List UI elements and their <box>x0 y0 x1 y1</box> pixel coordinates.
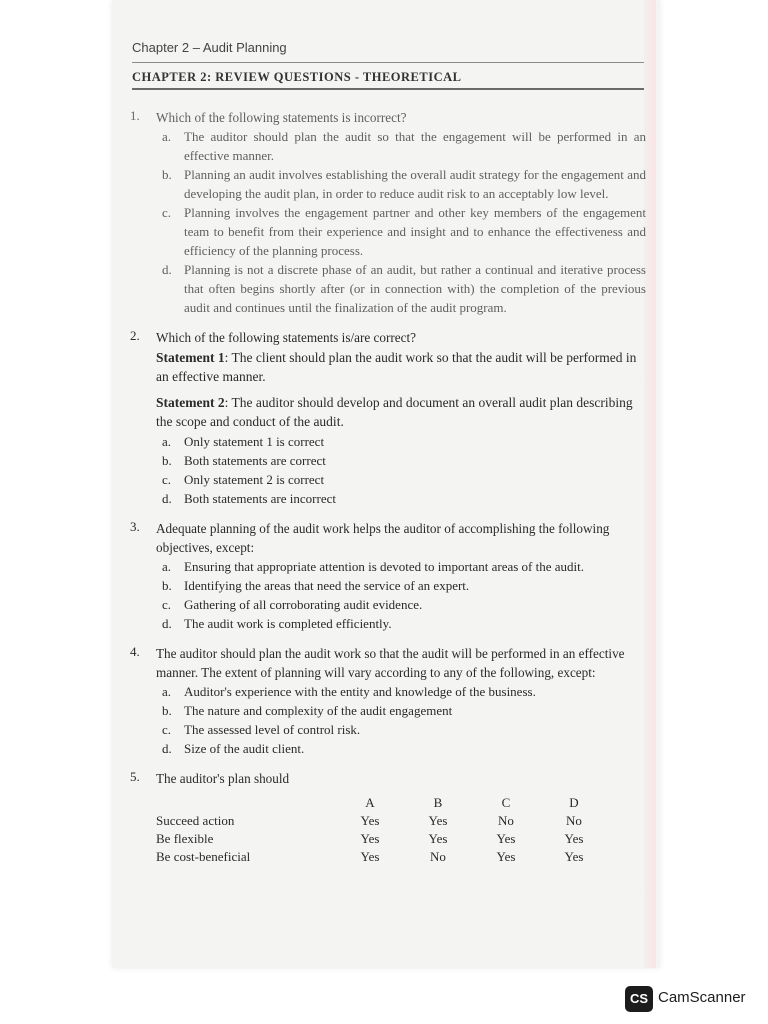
answer-table <box>156 794 608 866</box>
question-stem: The auditor should plan the audit work so that the audit will be performed in an effective manner. The extent of planning will vary according to any of the following, except: <box>156 646 625 680</box>
option-letter: d. <box>162 616 172 631</box>
header-rule <box>132 62 644 63</box>
option-c <box>156 470 650 489</box>
option-letter: b. <box>162 703 172 718</box>
option-b <box>156 165 650 203</box>
question-number: 2. <box>130 328 140 343</box>
option-letter: d. <box>162 491 172 506</box>
table-cell: Yes <box>360 849 380 864</box>
option-letter: b. <box>162 578 172 593</box>
table-cell: Yes <box>496 831 516 846</box>
option-text: Planning involves the engagement partner and other key members of the engagement team to benefit from their experience and insight and to enhance the effectiveness and efficiency of the planning process. <box>184 205 646 258</box>
option-text: Gathering of all corroborating audit evidence. <box>184 597 423 612</box>
option-text: Planning an audit involves establishing the overall audit strategy for the engagement and developing the audit plan, in order to reduce audit risk to an acceptably low level. <box>184 167 646 201</box>
question-stem: Adequate planning of the audit work helps the auditor of accomplishing the following objectives, except: <box>156 521 610 555</box>
option-letter: a. <box>162 129 172 144</box>
option-letter: c. <box>162 722 172 737</box>
camscanner-watermark: CamScanner <box>658 989 746 1006</box>
table-row <box>156 812 608 830</box>
option-letter: c. <box>162 205 172 220</box>
statement-label: Statement 2 <box>156 395 225 410</box>
option-text: Only statement 2 is correct <box>184 472 325 487</box>
option-c <box>156 595 650 614</box>
question-number: 3. <box>130 519 140 534</box>
option-d <box>156 489 650 508</box>
table-corner <box>156 794 336 812</box>
option-c <box>156 720 650 739</box>
table-cell: Yes <box>360 813 380 828</box>
table-cell: Yes <box>564 831 584 846</box>
question-stem: Which of the following statements is/are correct? <box>156 330 416 345</box>
option-a <box>156 682 650 701</box>
option-letter: a. <box>162 559 172 574</box>
option-letter: d. <box>162 262 172 277</box>
table-cell: Yes <box>428 813 448 828</box>
question-number: 4. <box>130 644 140 659</box>
statement-1 <box>156 348 650 386</box>
table-cell: Yes <box>360 831 380 846</box>
question-2 <box>130 328 650 508</box>
option-b <box>156 451 650 470</box>
option-text: Size of the audit client. <box>184 741 305 756</box>
option-d <box>156 260 650 317</box>
table-header-row <box>156 794 608 812</box>
camscanner-logo-icon: CS <box>625 986 653 1012</box>
option-b <box>156 701 650 720</box>
option-letter: a. <box>162 434 172 449</box>
option-text: Planning is not a discrete phase of an audit, but rather a continual and iterative process that often begins shortly after (or in connection with) the completion of the previous audit and continues until the finalization of the audit program. <box>184 262 646 315</box>
questions-list <box>130 108 650 877</box>
row-label: Succeed action <box>156 813 235 828</box>
question-number: 5. <box>130 769 140 784</box>
option-c <box>156 203 650 260</box>
option-text: The audit work is completed efficiently. <box>184 616 392 631</box>
question-stem: The auditor's plan should <box>156 771 290 786</box>
question-3 <box>130 519 650 633</box>
option-text: The nature and complexity of the audit engagement <box>184 703 453 718</box>
column-header: B <box>433 795 443 810</box>
option-letter: b. <box>162 167 172 182</box>
option-text: The auditor should plan the audit so that the engagement will be performed in an effective manner. <box>184 129 646 163</box>
option-d <box>156 739 650 758</box>
table-cell: No <box>566 813 582 828</box>
option-letter: c. <box>162 597 172 612</box>
row-label: Be cost-beneficial <box>156 849 251 864</box>
question-5 <box>130 769 650 866</box>
question-stem: Which of the following statements is incorrect? <box>156 110 407 125</box>
option-a <box>156 432 650 451</box>
option-a <box>156 557 650 576</box>
option-text: Ensuring that appropriate attention is devoted to important areas of the audit. <box>184 559 584 574</box>
option-b <box>156 576 650 595</box>
column-header: D <box>569 795 579 810</box>
table-cell: Yes <box>496 849 516 864</box>
table-cell: Yes <box>428 831 448 846</box>
option-letter: a. <box>162 684 172 699</box>
table-cell: Yes <box>564 849 584 864</box>
chapter-title: CHAPTER 2: REVIEW QUESTIONS - THEORETICAL <box>132 70 462 84</box>
table-cell: No <box>430 849 446 864</box>
option-text: Identifying the areas that need the service of an expert. <box>184 578 470 593</box>
column-header: A <box>365 795 375 810</box>
statement-label: Statement 1 <box>156 350 225 365</box>
statement-text: : The client should plan the audit work so that the audit will be performed in an effective manner. <box>156 350 637 384</box>
title-rule <box>132 88 644 90</box>
row-label: Be flexible <box>156 831 214 846</box>
question-4 <box>130 644 650 758</box>
option-text: Both statements are correct <box>184 453 326 468</box>
column-header: C <box>501 795 511 810</box>
running-head: Chapter 2 – Audit Planning <box>132 40 287 55</box>
option-text: Only statement 1 is correct <box>184 434 325 449</box>
option-letter: d. <box>162 741 172 756</box>
option-text: The assessed level of control risk. <box>184 722 361 737</box>
statement-2 <box>156 393 650 431</box>
table-row <box>156 848 608 866</box>
option-text: Auditor's experience with the entity and knowledge of the business. <box>184 684 536 699</box>
question-number: 1. <box>130 108 140 123</box>
table-cell: No <box>498 813 514 828</box>
question-1 <box>130 108 650 317</box>
option-a <box>156 127 650 165</box>
option-letter: c. <box>162 472 172 487</box>
option-letter: b. <box>162 453 172 468</box>
option-d <box>156 614 650 633</box>
table-row <box>156 830 608 848</box>
statement-text: : The auditor should develop and document an overall audit plan describing the scope and conduct of the audit. <box>156 395 633 429</box>
option-text: Both statements are incorrect <box>184 491 336 506</box>
